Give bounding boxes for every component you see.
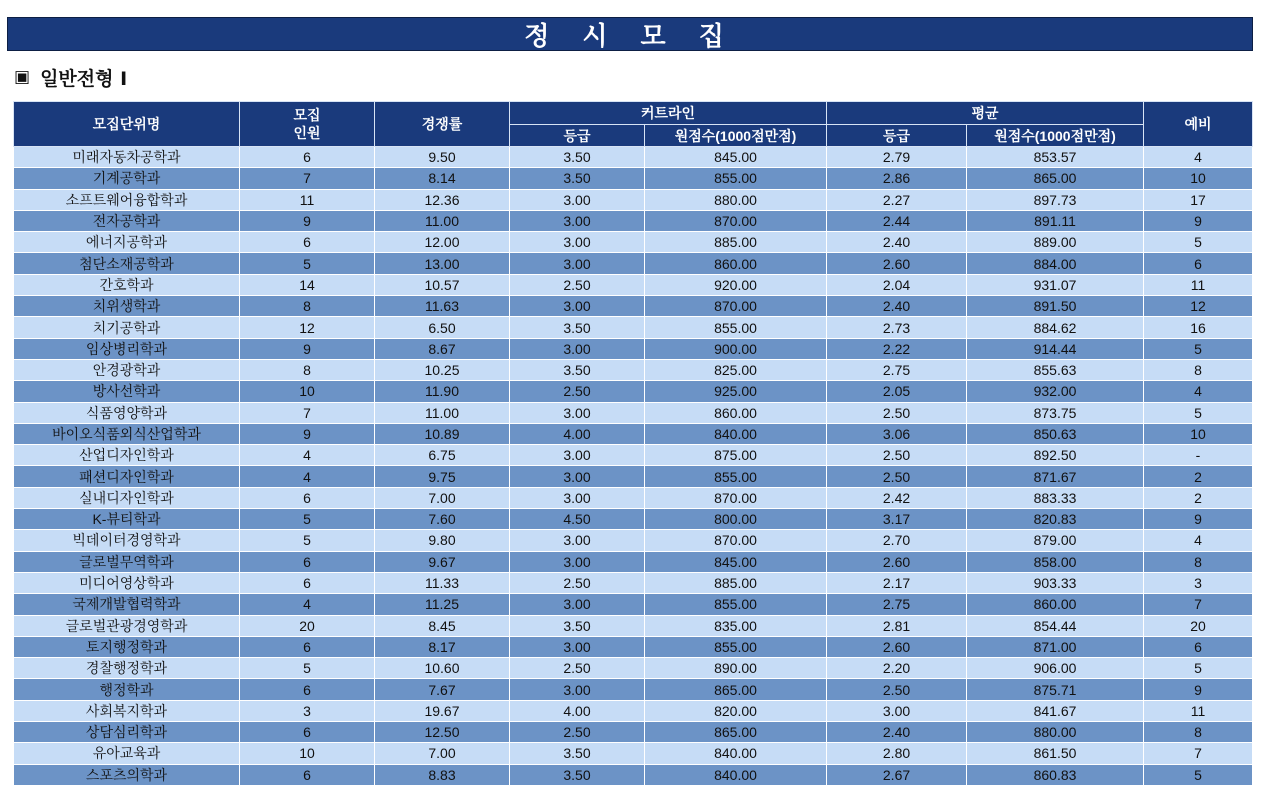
average-raw-cell: 875.71 [967,679,1144,700]
cutline-grade-cell: 3.00 [510,402,645,423]
reserve-cell: 6 [1144,636,1253,657]
header-average-grade: 등급 [827,125,967,147]
average-raw-cell: 903.33 [967,572,1144,593]
cutline-grade-cell: 3.50 [510,615,645,636]
header-average: 평균 [827,102,1144,125]
header-cutline-grade: 등급 [510,125,645,147]
table-row [14,445,1253,466]
quota-cell: 7 [240,168,375,189]
table-row [14,466,1253,487]
average-grade-cell: 2.27 [827,189,967,210]
average-grade-cell: 2.60 [827,253,967,274]
cutline-raw-cell: 875.00 [645,445,827,466]
section-label: 일반전형 I [40,67,128,90]
quota-cell: 6 [240,636,375,657]
table-row [14,509,1253,530]
cutline-raw-cell: 860.00 [645,402,827,423]
ratio-cell: 12.36 [375,189,510,210]
cutline-raw-cell: 920.00 [645,274,827,295]
average-grade-cell: 2.04 [827,274,967,295]
ratio-cell: 8.67 [375,338,510,359]
average-grade-cell: 3.06 [827,423,967,444]
ratio-cell: 9.50 [375,147,510,168]
average-grade-cell: 2.75 [827,594,967,615]
table-row [14,594,1253,615]
average-raw-cell: 860.83 [967,764,1144,785]
reserve-cell: 10 [1144,168,1253,189]
average-grade-cell: 2.17 [827,572,967,593]
average-grade-cell: 2.44 [827,210,967,231]
reserve-cell: 2 [1144,466,1253,487]
average-grade-cell: 2.60 [827,551,967,572]
ratio-cell: 8.17 [375,636,510,657]
quota-cell: 6 [240,722,375,743]
dept-name-cell: K-뷰티학과 [14,509,240,530]
cutline-raw-cell: 840.00 [645,743,827,764]
dept-name-cell: 임상병리학과 [14,338,240,359]
average-raw-cell: 892.50 [967,445,1144,466]
average-grade-cell: 2.40 [827,722,967,743]
ratio-cell: 7.00 [375,487,510,508]
average-raw-cell: 841.67 [967,700,1144,721]
reserve-cell: 5 [1144,402,1253,423]
dept-name-cell: 미래자동차공학과 [14,147,240,168]
average-raw-cell: 873.75 [967,402,1144,423]
dept-name-cell: 바이오식품외식산업학과 [14,423,240,444]
dept-name-cell: 기계공학과 [14,168,240,189]
table-row [14,189,1253,210]
cutline-raw-cell: 890.00 [645,658,827,679]
quota-cell: 6 [240,551,375,572]
dept-name-cell: 소프트웨어융합학과 [14,189,240,210]
reserve-cell: 7 [1144,743,1253,764]
cutline-raw-cell: 855.00 [645,636,827,657]
average-grade-cell: 2.75 [827,359,967,380]
ratio-cell: 7.60 [375,509,510,530]
average-raw-cell: 889.00 [967,232,1144,253]
dept-name-cell: 유아교육과 [14,743,240,764]
cutline-raw-cell: 925.00 [645,381,827,402]
cutline-raw-cell: 900.00 [645,338,827,359]
cutline-grade-cell: 3.00 [510,594,645,615]
reserve-cell: 8 [1144,551,1253,572]
quota-cell: 6 [240,764,375,785]
table-row [14,210,1253,231]
reserve-cell: 2 [1144,487,1253,508]
average-raw-cell: 914.44 [967,338,1144,359]
ratio-cell: 6.75 [375,445,510,466]
average-grade-cell: 2.81 [827,615,967,636]
cutline-grade-cell: 3.50 [510,359,645,380]
quota-cell: 4 [240,445,375,466]
average-grade-cell: 2.80 [827,743,967,764]
average-grade-cell: 2.22 [827,338,967,359]
dept-name-cell: 상담심리학과 [14,722,240,743]
cutline-raw-cell: 825.00 [645,359,827,380]
cutline-raw-cell: 855.00 [645,168,827,189]
header-reserve: 예비 [1144,102,1253,147]
reserve-cell: 12 [1144,296,1253,317]
average-grade-cell: 2.05 [827,381,967,402]
cutline-raw-cell: 880.00 [645,189,827,210]
ratio-cell: 6.50 [375,317,510,338]
ratio-cell: 12.50 [375,722,510,743]
dept-name-cell: 사회복지학과 [14,700,240,721]
ratio-cell: 10.60 [375,658,510,679]
dept-name-cell: 실내디자인학과 [14,487,240,508]
average-raw-cell: 879.00 [967,530,1144,551]
table-row [14,296,1253,317]
reserve-cell: 10 [1144,423,1253,444]
cutline-raw-cell: 855.00 [645,317,827,338]
dept-name-cell: 국제개발협력학과 [14,594,240,615]
ratio-cell: 9.75 [375,466,510,487]
average-raw-cell: 931.07 [967,274,1144,295]
table-row [14,402,1253,423]
quota-cell: 10 [240,743,375,764]
average-grade-cell: 2.50 [827,402,967,423]
average-grade-cell: 3.00 [827,700,967,721]
dept-name-cell: 안경광학과 [14,359,240,380]
ratio-cell: 19.67 [375,700,510,721]
table-row [14,253,1253,274]
table-row [14,338,1253,359]
average-grade-cell: 2.67 [827,764,967,785]
reserve-cell: 5 [1144,764,1253,785]
table-row [14,722,1253,743]
average-raw-cell: 855.63 [967,359,1144,380]
ratio-cell: 11.90 [375,381,510,402]
quota-cell: 5 [240,253,375,274]
average-raw-cell: 854.44 [967,615,1144,636]
cutline-grade-cell: 3.00 [510,487,645,508]
average-raw-cell: 871.00 [967,636,1144,657]
reserve-cell: 5 [1144,232,1253,253]
dept-name-cell: 스포츠의학과 [14,764,240,785]
ratio-cell: 8.14 [375,168,510,189]
average-raw-cell: 853.57 [967,147,1144,168]
dept-name-cell: 방사선학과 [14,381,240,402]
reserve-cell: 17 [1144,189,1253,210]
quota-cell: 7 [240,402,375,423]
quota-cell: 9 [240,423,375,444]
dept-name-cell: 전자공학과 [14,210,240,231]
average-raw-cell: 850.63 [967,423,1144,444]
cutline-raw-cell: 870.00 [645,210,827,231]
quota-cell: 3 [240,700,375,721]
cutline-raw-cell: 870.00 [645,530,827,551]
dept-name-cell: 글로벌무역학과 [14,551,240,572]
dept-name-cell: 식품영양학과 [14,402,240,423]
average-grade-cell: 2.60 [827,636,967,657]
average-grade-cell: 2.79 [827,147,967,168]
ratio-cell: 11.25 [375,594,510,615]
dept-name-cell: 미디어영상학과 [14,572,240,593]
square-bullet-icon: ▣ [14,67,31,87]
cutline-grade-cell: 2.50 [510,381,645,402]
reserve-cell: 9 [1144,509,1253,530]
average-grade-cell: 2.70 [827,530,967,551]
page-title: 정 시 모 집 [524,21,736,52]
cutline-raw-cell: 870.00 [645,296,827,317]
quota-cell: 6 [240,679,375,700]
ratio-cell: 10.25 [375,359,510,380]
header-quota [240,102,375,147]
cutline-raw-cell: 885.00 [645,232,827,253]
cutline-grade-cell: 3.00 [510,210,645,231]
cutline-raw-cell: 865.00 [645,722,827,743]
quota-cell: 5 [240,509,375,530]
table-row [14,572,1253,593]
cutline-grade-cell: 3.00 [510,232,645,253]
average-raw-cell: 891.11 [967,210,1144,231]
header-ratio: 경쟁률 [375,102,510,147]
table-row [14,487,1253,508]
quota-cell: 14 [240,274,375,295]
cutline-raw-cell: 860.00 [645,253,827,274]
ratio-cell: 8.45 [375,615,510,636]
average-grade-cell: 2.50 [827,466,967,487]
quota-cell: 6 [240,147,375,168]
reserve-cell: 11 [1144,274,1253,295]
cutline-grade-cell: 2.50 [510,274,645,295]
dept-name-cell: 토지행정학과 [14,636,240,657]
ratio-cell: 11.00 [375,402,510,423]
table-row [14,168,1253,189]
reserve-cell: 4 [1144,530,1253,551]
table-row [14,764,1253,785]
table-row [14,423,1253,444]
average-grade-cell: 3.17 [827,509,967,530]
quota-cell: 5 [240,530,375,551]
cutline-raw-cell: 855.00 [645,594,827,615]
page-title-banner [7,17,1253,51]
table-row [14,551,1253,572]
cutline-grade-cell: 3.00 [510,551,645,572]
average-raw-cell: 860.00 [967,594,1144,615]
table-row [14,615,1253,636]
header-cutline: 커트라인 [510,102,827,125]
dept-name-cell: 빅데이터경영학과 [14,530,240,551]
quota-cell: 9 [240,210,375,231]
dept-name-cell: 에너지공학과 [14,232,240,253]
reserve-cell: 6 [1144,253,1253,274]
ratio-cell: 7.67 [375,679,510,700]
section-heading [14,64,127,90]
table-body [14,147,1253,786]
cutline-grade-cell: 3.50 [510,168,645,189]
dept-name-cell: 치위생학과 [14,296,240,317]
cutline-raw-cell: 870.00 [645,487,827,508]
ratio-cell: 11.33 [375,572,510,593]
header-quota-line2: 인원 [293,125,321,141]
cutline-grade-cell: 3.00 [510,679,645,700]
dept-name-cell: 글로벌관광경영학과 [14,615,240,636]
quota-cell: 6 [240,572,375,593]
average-raw-cell: 880.00 [967,722,1144,743]
reserve-cell: - [1144,445,1253,466]
average-grade-cell: 2.40 [827,232,967,253]
dept-name-cell: 패션디자인학과 [14,466,240,487]
average-raw-cell: 891.50 [967,296,1144,317]
reserve-cell: 20 [1144,615,1253,636]
ratio-cell: 12.00 [375,232,510,253]
cutline-grade-cell: 3.50 [510,147,645,168]
dept-name-cell: 첨단소재공학과 [14,253,240,274]
table-row [14,679,1253,700]
table-row [14,700,1253,721]
cutline-grade-cell: 3.00 [510,530,645,551]
cutline-grade-cell: 3.50 [510,317,645,338]
cutline-raw-cell: 845.00 [645,551,827,572]
header-average-raw: 원점수(1000점만점) [967,125,1144,147]
cutline-raw-cell: 865.00 [645,679,827,700]
ratio-cell: 8.83 [375,764,510,785]
ratio-cell: 9.80 [375,530,510,551]
ratio-cell: 13.00 [375,253,510,274]
ratio-cell: 11.00 [375,210,510,231]
admission-results-table [13,101,1253,786]
quota-cell: 8 [240,296,375,317]
quota-cell: 8 [240,359,375,380]
average-raw-cell: 861.50 [967,743,1144,764]
reserve-cell: 5 [1144,658,1253,679]
table-header [14,102,1253,147]
cutline-grade-cell: 2.50 [510,722,645,743]
reserve-cell: 4 [1144,147,1253,168]
cutline-raw-cell: 885.00 [645,572,827,593]
reserve-cell: 8 [1144,722,1253,743]
cutline-grade-cell: 3.00 [510,466,645,487]
table-row [14,381,1253,402]
cutline-grade-cell: 3.00 [510,296,645,317]
ratio-cell: 10.89 [375,423,510,444]
average-raw-cell: 906.00 [967,658,1144,679]
header-quota-line1: 모집 [293,107,321,123]
reserve-cell: 16 [1144,317,1253,338]
cutline-raw-cell: 835.00 [645,615,827,636]
reserve-cell: 11 [1144,700,1253,721]
average-raw-cell: 871.67 [967,466,1144,487]
ratio-cell: 7.00 [375,743,510,764]
cutline-grade-cell: 3.50 [510,743,645,764]
average-grade-cell: 2.40 [827,296,967,317]
ratio-cell: 9.67 [375,551,510,572]
table-row [14,530,1253,551]
reserve-cell: 7 [1144,594,1253,615]
cutline-raw-cell: 800.00 [645,509,827,530]
ratio-cell: 10.57 [375,274,510,295]
table-row [14,274,1253,295]
average-raw-cell: 884.62 [967,317,1144,338]
quota-cell: 11 [240,189,375,210]
average-raw-cell: 883.33 [967,487,1144,508]
header-dept: 모집단위명 [14,102,240,147]
dept-name-cell: 행정학과 [14,679,240,700]
average-raw-cell: 884.00 [967,253,1144,274]
cutline-grade-cell: 3.00 [510,445,645,466]
reserve-cell: 9 [1144,210,1253,231]
table-row [14,147,1253,168]
dept-name-cell: 경찰행정학과 [14,658,240,679]
cutline-grade-cell: 3.00 [510,636,645,657]
table-row [14,743,1253,764]
cutline-raw-cell: 840.00 [645,764,827,785]
average-grade-cell: 2.20 [827,658,967,679]
cutline-raw-cell: 840.00 [645,423,827,444]
average-raw-cell: 858.00 [967,551,1144,572]
table-row [14,317,1253,338]
quota-cell: 4 [240,594,375,615]
quota-cell: 12 [240,317,375,338]
cutline-grade-cell: 3.00 [510,189,645,210]
table-row [14,636,1253,657]
quota-cell: 10 [240,381,375,402]
cutline-grade-cell: 2.50 [510,658,645,679]
dept-name-cell: 산업디자인학과 [14,445,240,466]
quota-cell: 9 [240,338,375,359]
header-cutline-raw: 원점수(1000점만점) [645,125,827,147]
table-row [14,658,1253,679]
reserve-cell: 8 [1144,359,1253,380]
quota-cell: 6 [240,232,375,253]
ratio-cell: 11.63 [375,296,510,317]
cutline-raw-cell: 845.00 [645,147,827,168]
average-raw-cell: 897.73 [967,189,1144,210]
reserve-cell: 9 [1144,679,1253,700]
average-raw-cell: 932.00 [967,381,1144,402]
table-row [14,232,1253,253]
average-grade-cell: 2.50 [827,679,967,700]
dept-name-cell: 간호학과 [14,274,240,295]
dept-name-cell: 치기공학과 [14,317,240,338]
cutline-grade-cell: 2.50 [510,572,645,593]
average-grade-cell: 2.42 [827,487,967,508]
cutline-grade-cell: 4.00 [510,700,645,721]
average-grade-cell: 2.73 [827,317,967,338]
average-raw-cell: 820.83 [967,509,1144,530]
average-grade-cell: 2.86 [827,168,967,189]
cutline-grade-cell: 3.00 [510,253,645,274]
average-raw-cell: 865.00 [967,168,1144,189]
cutline-grade-cell: 4.50 [510,509,645,530]
average-grade-cell: 2.50 [827,445,967,466]
cutline-grade-cell: 3.00 [510,338,645,359]
reserve-cell: 5 [1144,338,1253,359]
quota-cell: 6 [240,487,375,508]
cutline-grade-cell: 4.00 [510,423,645,444]
quota-cell: 20 [240,615,375,636]
cutline-grade-cell: 3.50 [510,764,645,785]
quota-cell: 4 [240,466,375,487]
quota-cell: 5 [240,658,375,679]
cutline-raw-cell: 855.00 [645,466,827,487]
table-row [14,359,1253,380]
reserve-cell: 3 [1144,572,1253,593]
reserve-cell: 4 [1144,381,1253,402]
cutline-raw-cell: 820.00 [645,700,827,721]
